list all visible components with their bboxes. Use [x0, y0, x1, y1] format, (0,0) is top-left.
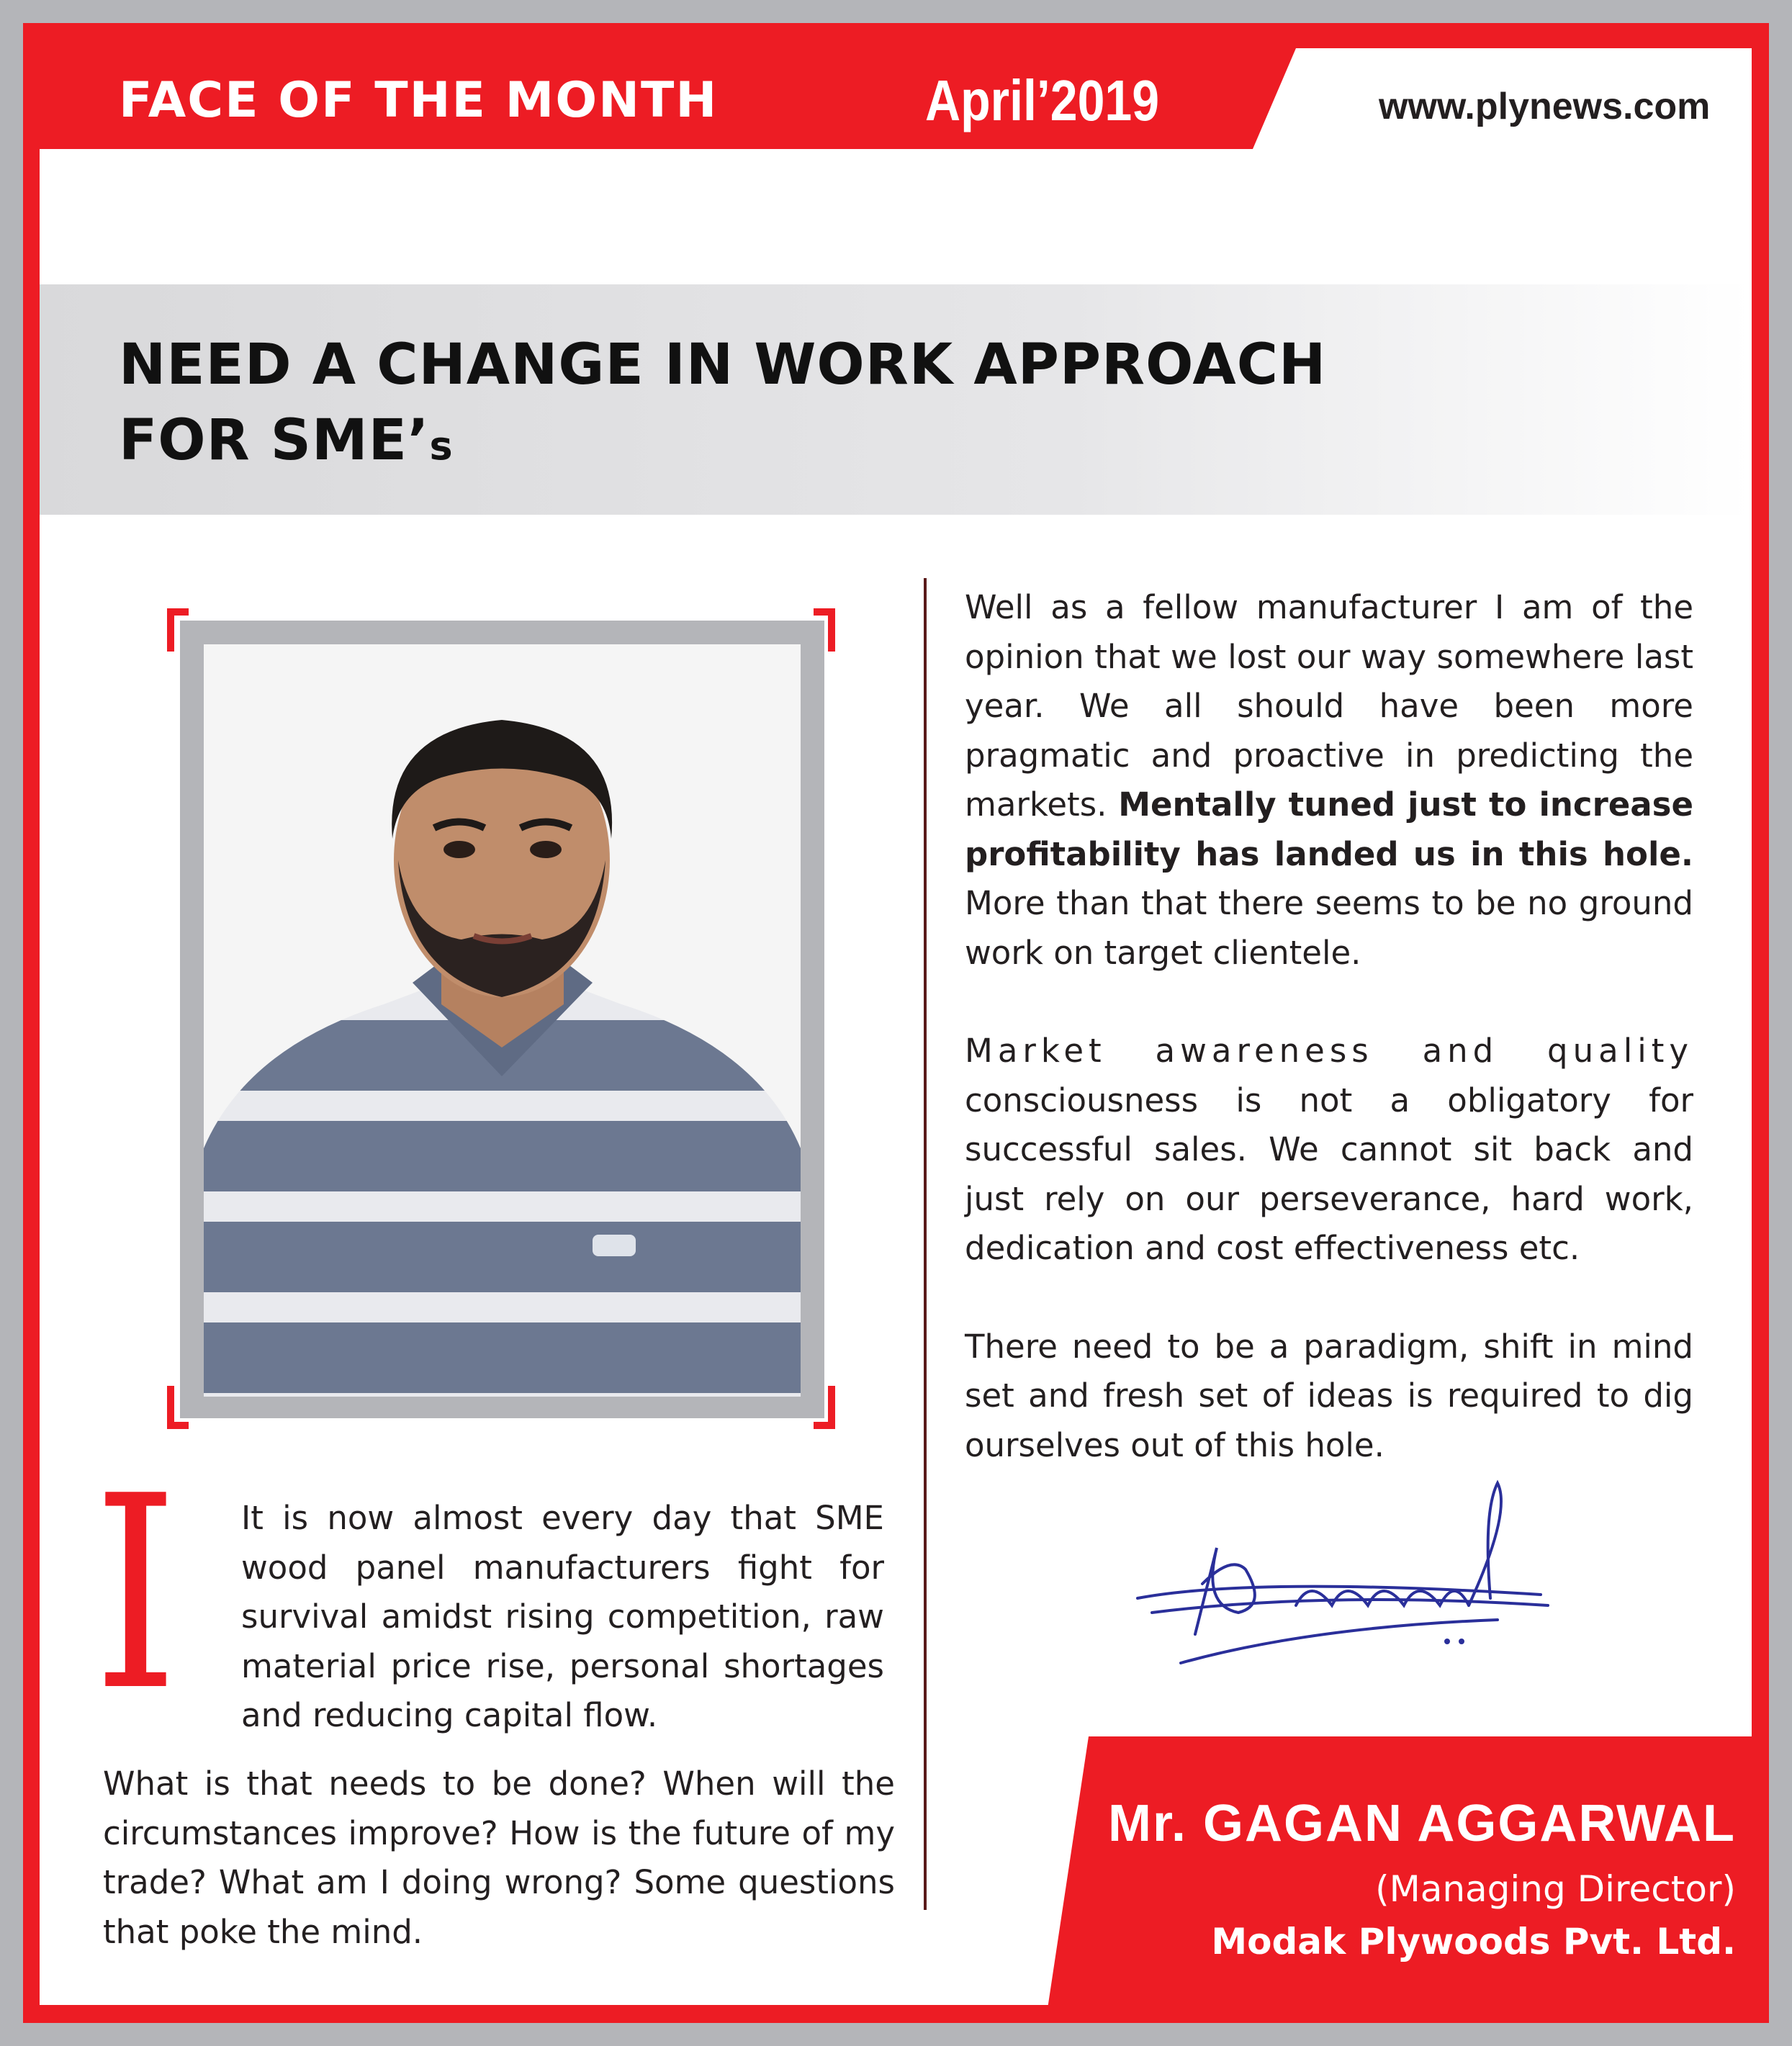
headline-line-1: NEED A CHANGE IN WORK APPROACH: [119, 333, 1327, 397]
paragraph-2-rest: consciousness is not a obligatory for successful sales. We cannot sit back and just rely on our perseverance, hard work, dedication and cost effectiveness etc.: [965, 1081, 1693, 1267]
article-right-column: [965, 583, 1693, 1519]
section-title: FACE OF THE MONTH: [119, 72, 719, 129]
photo-corner-top-right: [814, 608, 835, 652]
headline-line-2-suffix: s: [429, 423, 454, 469]
article-headline: [119, 328, 1326, 479]
photo-corner-bottom-left: [167, 1386, 189, 1429]
author-role: (Managing Director): [1375, 1868, 1736, 1910]
photo-corner-top-left: [167, 608, 189, 652]
paragraph-1: [965, 583, 1693, 978]
headline-line-2: [119, 403, 1326, 479]
paragraph-1-end: More than that there seems to be no ground work on target clientele.: [965, 884, 1693, 972]
website-link[interactable]: www.plynews.com: [1379, 86, 1711, 127]
author-company: Modak Plywoods Pvt. Ltd.: [1211, 1921, 1736, 1962]
author-name: Mr. GAGAN AGGARWAL: [1107, 1795, 1736, 1852]
portrait-illustration: [204, 644, 801, 1397]
paragraph-2-start: Market awareness and quality: [965, 1032, 1693, 1070]
signature: [1109, 1469, 1577, 1685]
paragraph-2: [965, 1027, 1693, 1274]
headline-line-2-main: FOR SME’: [119, 408, 430, 474]
drop-cap: I: [94, 1440, 178, 1749]
paragraph-1-bold: Mentally tuned just to increase profitability has landed us in this hole.: [965, 785, 1693, 873]
intro-paragraph: It is now almost every day that SME wood panel manufacturers fight for survival amidst rising competition, raw material price rise, personal shortages and reducing capital flow.: [241, 1499, 884, 1734]
photo-corner-bottom-right: [814, 1386, 835, 1429]
portrait-photo: [204, 644, 801, 1397]
paragraph-1-start: Well as a fellow manufacturer I am of the opinion that we lost our way somewhere last year. We all should have been more pragmatic and proactive in predicting the markets.: [965, 588, 1693, 824]
paragraph-3: There need to be a paradigm, shift in mind set and fresh set of ideas is required to dig ourselves out of this hole.: [965, 1327, 1693, 1464]
column-divider: [924, 578, 927, 1910]
issue-date: April’2019: [925, 68, 1160, 132]
questions-paragraph: What is that needs to be done? When will the circumstances improve? How is the future of my trade? What am I doing wrong? Some questions that poke the mind.: [103, 1765, 895, 1951]
